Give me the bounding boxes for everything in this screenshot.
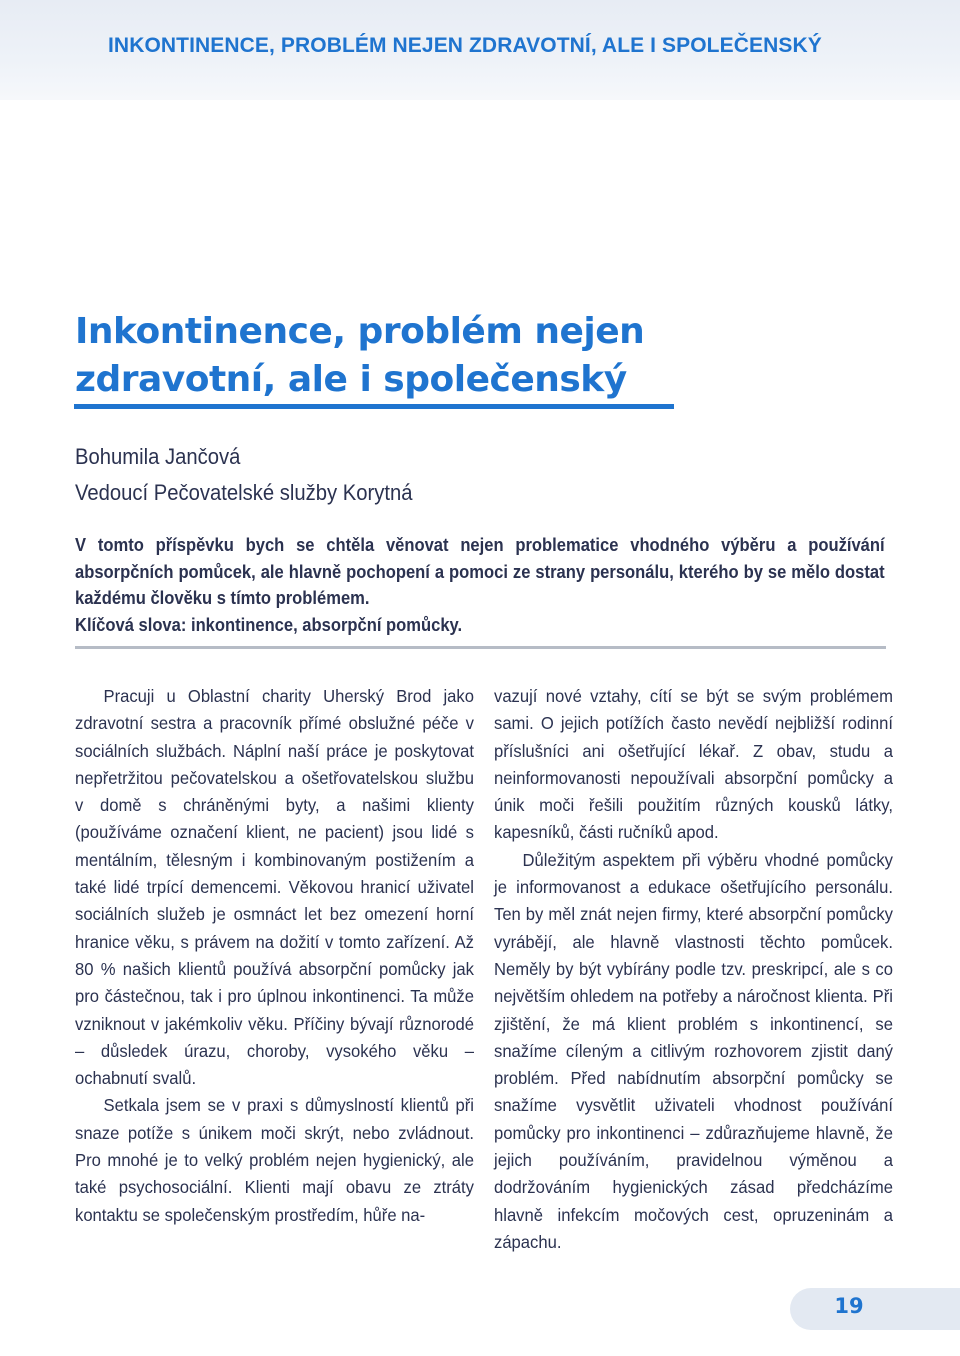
author-affiliation: Vedoucí Pečovatelské služby Korytná bbox=[75, 480, 413, 505]
keywords: Klíčová slova: inkontinence, absorpční pomůcky. bbox=[75, 614, 463, 635]
abstract-text: V tomto příspěvku bych se chtěla věnovat nejen problematice vhodného výběru a používání absorpčních pomůcek, ale hlavně pochopení a pomoci ze strany personálu, kterého by se mělo dostat každému člověku s tímto problémem. bbox=[75, 535, 885, 608]
running-head: INKONTINENCE, PROBLÉM NEJEN ZDRAVOTNÍ, ALE I SPOLEČENSKÝ bbox=[108, 34, 822, 57]
author-name: Bohumila Jančová bbox=[75, 444, 241, 469]
body-column-right bbox=[494, 683, 893, 1256]
body-paragraph: Důležitým aspektem při výběru vhodné pomůcky je informovanost a edukace ošetřujícího personálu. Ten by měl znát nejen firmy, které absorpční pomůcky vyrábějí, ale hlavně vlastnosti těchto pomůcek. Neměly by být vybírány podle tzv. preskripcí, ale s co největším ohledem na potřeby a náročnost klienta. Při zjištění, že má klient problém s inkontinencí, se snažíme cíleným a citlivým rozhovorem zjistit daný problém. Před nabídnutím absorpční pomůcky se snažíme vysvětlit uživateli vhodnost používání pomůcky pro inkontinenci – zdůrazňujeme hlavně, že jejich používáním, pravidelnou výměnou a dodržováním hygienických zásad předcházíme hlavně infekcím močových cest, opruzeninám a zápachu. bbox=[494, 849, 893, 1252]
article-title-line-1: Inkontinence, problém nejen bbox=[75, 311, 645, 352]
title-underline bbox=[74, 404, 674, 409]
article-title-line-2: zdravotní, ale i společenský bbox=[75, 359, 627, 400]
body-paragraph: Setkala jsem se v praxi s důmyslností klientů při snaze potíže s únikem moči skrýt, nebo zvládnout. Pro mnohé je to velký problém nejen hygienický, ale také psychosociální. Klienti mají obavu ze ztráty kontaktu se společenským prostředím, hůře na- bbox=[75, 1095, 474, 1225]
page-number: 19 bbox=[834, 1294, 864, 1318]
body-paragraph: vazují nové vztahy, cítí se být se svým problémem sami. O jejich potížích často nevědí nejbližší rodinní příslušníci ani ošetřující lékař. Z obav, studu a neinformovanosti nepoužívali absorpční pomůcky a únik moči řešili použitím různých kousků látky, kapesníků, části ručníků apod. bbox=[494, 686, 893, 843]
body-column-left bbox=[75, 683, 474, 1229]
article-title bbox=[75, 308, 735, 404]
body-paragraph: Pracuji u Oblastní charity Uherský Brod jako zdravotní sestra a pracovník přímé obslužné péče v sociálních službách. Náplní naší práce je poskytovat nepřetržitou pečovatelskou a ošetřovatelskou službu v domě s chráněnými byty, a našimi klienty (používáme označení klient, ne pacient) jsou lidé s mentálním, tělesným i kombinovaným postižením a také lidé trpící demencemi. Věkovou hranicí uživatel sociálních služeb je osmnáct let bez omezení horní hranice věku, s právem na dožití v tomto zařízení. Až 80 % našich klientů používá absorpční pomůcky jak pro částečnou, tak i pro úplnou inkontinenci. Ta může vzniknout v jakémkoliv věku. Příčiny bývají různorodé – důsledek úrazu, choroby, vysokého věku – ochabnutí svalů. bbox=[75, 686, 474, 1089]
abstract bbox=[75, 532, 885, 638]
section-divider bbox=[75, 646, 886, 649]
